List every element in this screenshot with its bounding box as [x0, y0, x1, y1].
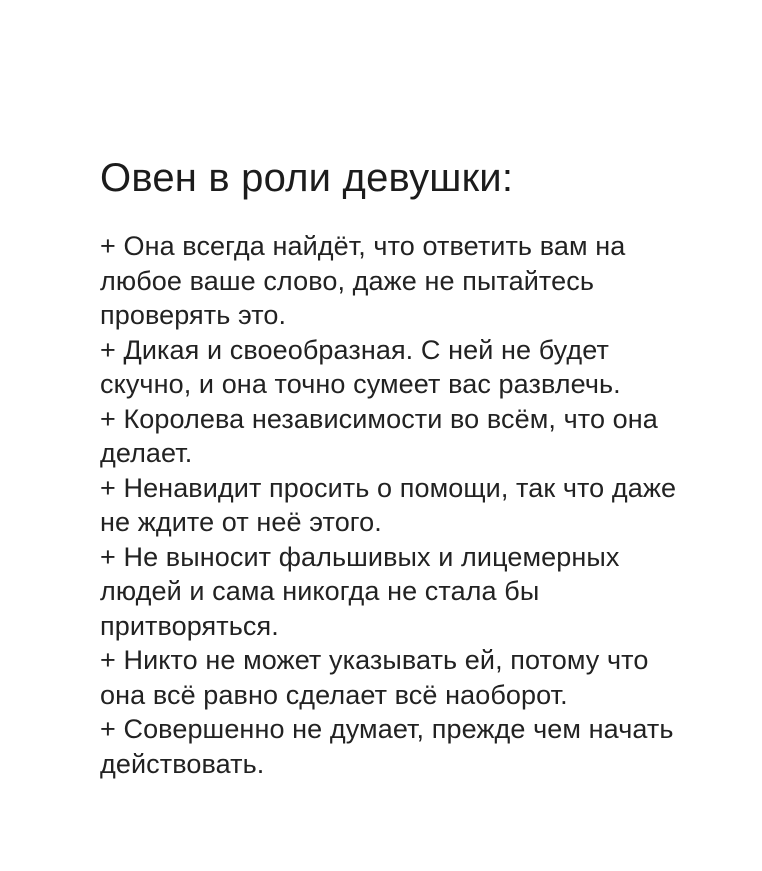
list-item: + Ненавидит просить о помощи, так что даже не ждите от неё этого. [100, 472, 677, 537]
list-item: + Она всегда найдёт, что ответить вам на любое ваше слово, даже не пытайтесь проверять это. [100, 231, 626, 330]
list-item: + Никто не может указывать ей, потому что она всё равно сделает всё наоборот. [100, 645, 649, 710]
list-item: + Дикая и своеобразная. С ней не будет скучно, и она точно сумеет вас развлечь. [100, 334, 621, 399]
page-title: Овен в роли девушки: [100, 156, 514, 200]
traits-list [100, 229, 678, 781]
list-item: + Королева независимости во всём, что она делает. [100, 403, 658, 468]
list-item: + Совершенно не думает, прежде чем начать действовать. [100, 714, 674, 779]
list-item: + Не выносит фальшивых и лицемерных людей и сама никогда не стала бы притворяться. [100, 541, 620, 641]
